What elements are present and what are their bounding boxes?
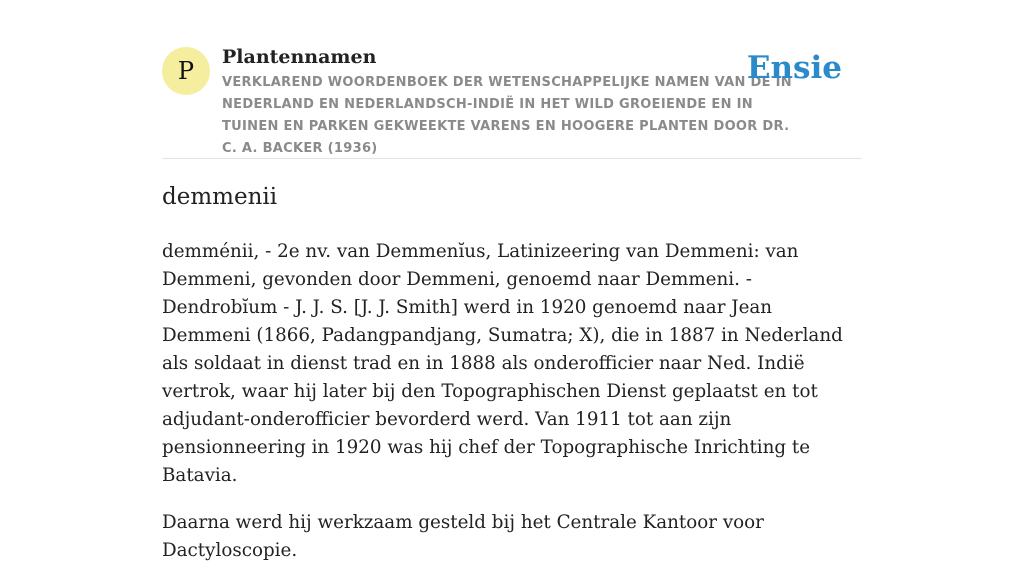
entry-paragraph: demménii, - 2e nv. van Demmenĭus, Latinizeering van Demmeni: van Demmeni, gevonden door Demmeni, genoemd naar Demmeni. - Dendrobĭum - J. J. S. [J. J. Smith] werd in 1920 genoemd naar Jean Demmeni (1866, Padangpandjang, Sumatra; X), die in 1887 in Nederland als soldaat in dienst trad en in 1888 als onderofficier naar Ned. Indië vertrok, waar hij later bij den Topographischen Dienst geplaatst en tot adjudant-onderofficier bevorderd werd. Van 1911 tot aan zijn pensionneering in 1920 was hij chef der Topographische Inrichting te Batavia. xyxy=(162,241,843,486)
avatar-letter: P xyxy=(177,57,195,85)
source-header xyxy=(162,0,862,159)
source-description: VERKLAREND WOORDENBOEK DER WETENSCHAPPELIJKE NAMEN VAN DE IN NEDERLAND EN NEDERLANDSCH-INDIË IN HET WILD GROEIENDE EN IN TUINEN EN PARKEN GEKWEEKTE VARENS EN HOOGERE PLANTEN DOOR DR. C. A. BACKER (1936) xyxy=(222,75,792,156)
source-title[interactable]: Plantennamen xyxy=(222,46,377,68)
source-avatar[interactable] xyxy=(162,47,210,95)
entry-paragraph: Daarna werd hij werkzaam gesteld bij het Centrale Kantoor voor Dactyloscopie. xyxy=(162,512,764,561)
entry-content xyxy=(162,158,862,565)
entry-title: demmenii xyxy=(162,184,278,210)
brand-logo[interactable]: Ensie xyxy=(746,50,842,86)
